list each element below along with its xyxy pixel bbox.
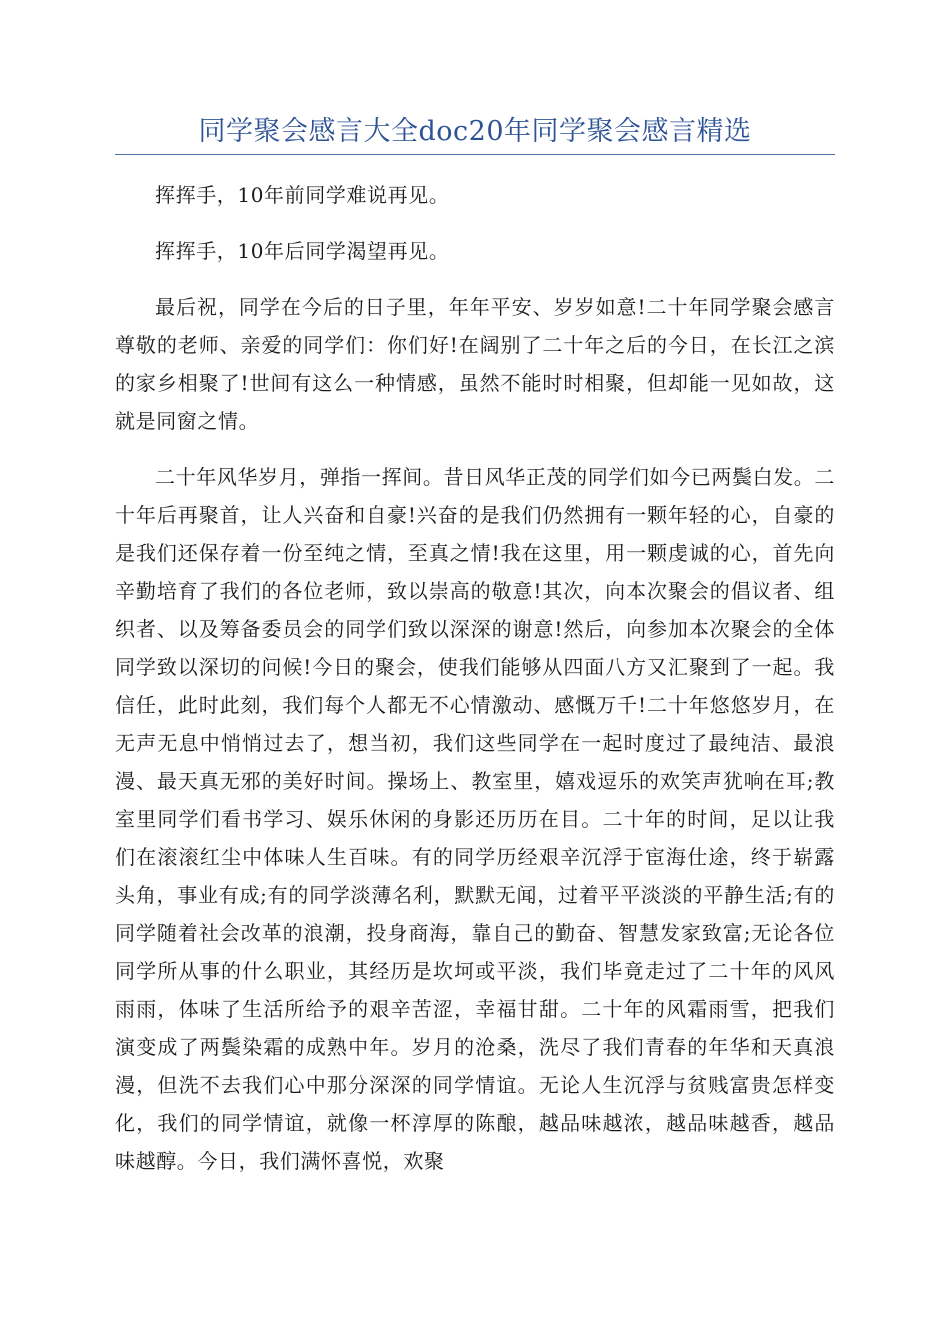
paragraph-3: 最后祝，同学在今后的日子里，年年平安、岁岁如意!二十年同学聚会感言尊敬的老师、亲爱的同学们：你们好!在阔别了二十年之后的今日，在长江之滨的家乡相聚了!世间有这么一种情感，虽然不能时时相聚，但却能一见如故，这就是同窗之情。 [115,295,835,433]
document-title: 同学聚会感言大全doc20年同学聚会感言精选 [198,116,752,147]
paragraph-4: 二十年风华岁月，弹指一挥间。昔日风华正茂的同学们如今已两鬓白发。二十年后再聚首，让人兴奋和自豪!兴奋的是我们仍然拥有一颗年轻的心，自豪的是我们还保存着一份至纯之情，至真之情!我在这里，用一颗虔诚的心，首先向辛勤培育了我们的各位老师，致以崇高的敬意!其次，向本次聚会的倡议者、组织者、以及筹备委员会的同学们致以深深的谢意!然后，向参加本次聚会的全体同学致以深切的问候!今日的聚会，使我们能够从四面八方又汇聚到了一起。我信任，此时此刻，我们每个人都无不心情激动、感慨万千!二十年悠悠岁月，在无声无息中悄悄过去了，想当初，我们这些同学在一起时度过了最纯洁、最浪漫、最天真无邪的美好时间。操场上、教室里，嬉戏逗乐的欢笑声犹响在耳;教室里同学们看书学习、娱乐休闲的身影还历历在目。二十年的时间，足以让我们在滚滚红尘中体味人生百味。有的同学历经艰辛沉浮于宦海仕途，终于崭露头角，事业有成;有的同学淡薄名利，默默无闻，过着平平淡淡的平静生活;有的同学随着社会改革的浪潮，投身商海，靠自己的勤奋、智慧发家致富;无论各位同学所从事的什么职业，其经历是坎坷或平淡，我们毕竟走过了二十年的风风雨雨，体味了生活所给予的艰辛苦涩，幸福甘甜。二十年的风霜雨雪，把我们演变成了两鬓染霜的成熟中年。岁月的沧桑，洗尽了我们青春的年华和天真浪漫，但洗不去我们心中那分深深的同学情谊。无论人生沉浮与贫贱富贵怎样变化，我们的同学情谊，就像一杯淳厚的陈酿，越品味越浓，越品味越香，越品味越醇。今日，我们满怀喜悦，欢聚 [115,465,835,1173]
paragraph-2: 挥挥手，10年后同学渴望再见。 [155,239,450,263]
paragraph-1: 挥挥手，10年前同学难说再见。 [155,183,450,207]
title-underline [115,154,835,155]
document-body [115,176,835,1198]
